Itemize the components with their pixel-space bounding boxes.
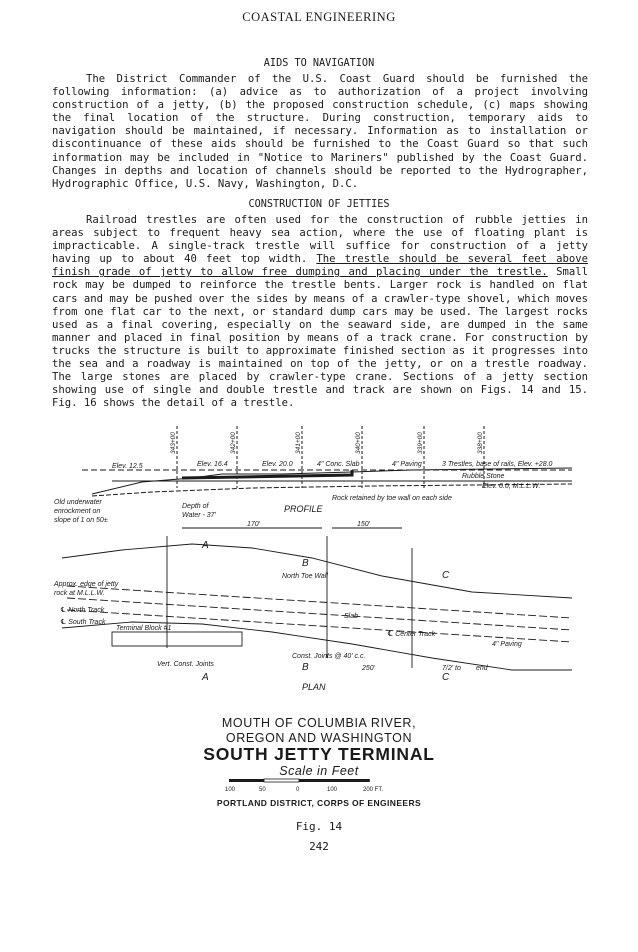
jetty-drawing-svg (52, 408, 592, 708)
section-c-top: C (442, 570, 450, 581)
section-c-bottom: C (442, 672, 450, 683)
profile-label-rock-retained: Rock retained by toe wall on each side (332, 495, 452, 502)
aids-paragraph: The District Commander of the U.S. Coast Guard should be furnished the following information: (a) advice as to authorization of a project involving construction of a jetty, (b) the proposed construction schedule, (c) maps showing the final location of the structure. During construction, temporary aids to navigation should be maintained, if necessary. Information as to installation or discontinuance of these aids should be furnished to the Coast Guard so that such information may be included in "Notice to Mariners" published by the Coast Guard. Changes in depths and location of channels should be reported to the Hydrographer, Hydrographic Office, U.S. Navy, Washington, D.C. (52, 73, 588, 190)
profile-label-rubble: Rubble Stone (462, 473, 505, 480)
plan-label-paving: 4" Paving (492, 641, 522, 648)
caption-line-2: OREGON AND WASHINGTON (225, 731, 413, 745)
running-header: COASTAL ENGINEERING (242, 10, 396, 24)
profile-label-enrockment: enrockment on (54, 508, 101, 515)
caption-line-1: MOUTH OF COLUMBIA RIVER, (221, 716, 417, 730)
construction-text-start: Railroad trestles are often used for the construction of rubble jetties in areas subject to frequent heavy sea action, where the use of floating plant is impracticable. A single-track trestle will suffice for construction of a jetty having up to about 40 feet top width. (52, 214, 588, 266)
section-b-top: B (302, 558, 309, 569)
station-label: 339+00 (417, 432, 424, 454)
station-label: 340+00 (355, 432, 362, 454)
page-number: 242 (309, 840, 329, 853)
plan-label-const-joints: Const. Joints @ 40' c.c. (292, 653, 366, 660)
section-b-bottom: B (302, 662, 309, 673)
station-label: 343+00 (170, 432, 177, 454)
scale-bar (223, 777, 413, 799)
profile-label-old-underwater: Old underwater (54, 499, 102, 506)
plan-label-vert-joints: Vert. Const. Joints (157, 661, 214, 668)
scale-segment (369, 779, 370, 782)
profile-title: PROFILE (284, 504, 323, 514)
profile-label-water: Water - 37' (182, 512, 216, 519)
plan-label-north-track: ℄ North Track (60, 607, 105, 614)
plan-label-dim-7: 7/2' to (442, 665, 461, 672)
plan-north-track (67, 586, 572, 618)
scale-label: Scale in Feet (279, 764, 359, 778)
plan-label-approx-edge-2: rock at M.L.L.W. (54, 590, 105, 597)
profile-label-elev-0: Elev. 0.0, M.L.L.W. (482, 483, 541, 490)
profile-label-elev-20-0: Elev. 20.0 (262, 461, 293, 468)
station-label: 338+00 (477, 432, 484, 454)
scale-tick-label: 50 (259, 787, 266, 793)
plan-label-south-track: ℄ South Track (60, 619, 106, 626)
underlined-sentence: The trestle should be several feet above finish grade of jetty to allow free dumping and placing under the trestle. (52, 253, 588, 279)
station-label: 342+00 (230, 432, 237, 454)
plan-label-center-track: ℄ Center Track (387, 631, 436, 638)
plan-label-slab: Slab (344, 613, 359, 620)
plan-north-edge (62, 544, 572, 598)
construction-paragraph (52, 214, 588, 410)
plan-label-approx-edge: Approx. edge of jetty (54, 581, 119, 588)
profile-label-depth: Depth of (182, 503, 209, 510)
construction-section-title: CONSTRUCTION OF JETTIES (248, 199, 390, 210)
plan-dim-170-label: 170' (247, 521, 261, 528)
profile-label-elev-12-5: Elev. 12.5 (112, 463, 143, 470)
scale-tick-label: 0 (296, 787, 300, 793)
scale-segment (229, 779, 264, 782)
profile-label-slope: slope of 1 on 50± (54, 517, 108, 524)
profile-label-conc-slab: 4" Conc. Slab (317, 461, 360, 468)
plan-label-terminal-block: Terminal Block #1 (116, 625, 172, 632)
terminal-blocks (112, 632, 242, 646)
scale-tick-label: 100 (225, 787, 236, 793)
caption-title: SOUTH JETTY TERMINAL (203, 744, 435, 764)
scale-tick-label: 200 FT. (363, 787, 384, 793)
profile-label-trestles: 3 Trestles, base of rails, Elev. +28.0 (442, 461, 553, 468)
construction-text-end: Small rock may be dumped to reinforce the trestle bents. Larger rock is handled on flat cars and may be pushed over the sides by means of a crawler-type shovel, which moves from one flat car to the next, or standard dump cars may be used. The largest rocks used as a final covering, especially on the seaward side, are dumped in the same manner and placed in final position by means of a track crane. For construction by trucks the structure is built to approximate finished section as it progresses into the sea and a roadway is maintained on top of the jetty, or on a trestle roadway. The large stones are placed by crawler-type crane. Sections of a jetty section showing use of single and double trestle and track are shown on Figs. 14 and 15. Fig. 16 shows the detail of a trestle. (52, 266, 588, 410)
section-a-bottom: A (202, 672, 209, 683)
figure-label: Fig. 14 (295, 820, 343, 833)
scale-tick-label: 100 (327, 787, 338, 793)
plan-label-north-toe-wall: North Toe Wall (282, 573, 328, 580)
profile-label-paving: 4" Paving (392, 461, 422, 468)
scale-segment (264, 779, 299, 782)
plan-label-end: end (476, 665, 488, 672)
jetty-drawing (52, 408, 592, 738)
scale-segment (299, 779, 369, 782)
profile-label-elev-16-4: Elev. 16.4 (197, 461, 228, 468)
aids-section-title: AIDS TO NAVIGATION (263, 58, 375, 69)
plan-title: PLAN (302, 682, 326, 692)
district-credit: PORTLAND DISTRICT, CORPS OF ENGINEERS (216, 798, 422, 808)
station-labels (170, 432, 484, 454)
section-a-top: A (202, 540, 209, 551)
plan-dim-150-label: 150' (357, 521, 371, 528)
station-label: 341+00 (295, 432, 302, 454)
plan-dim-250-label: 250' (362, 665, 376, 672)
